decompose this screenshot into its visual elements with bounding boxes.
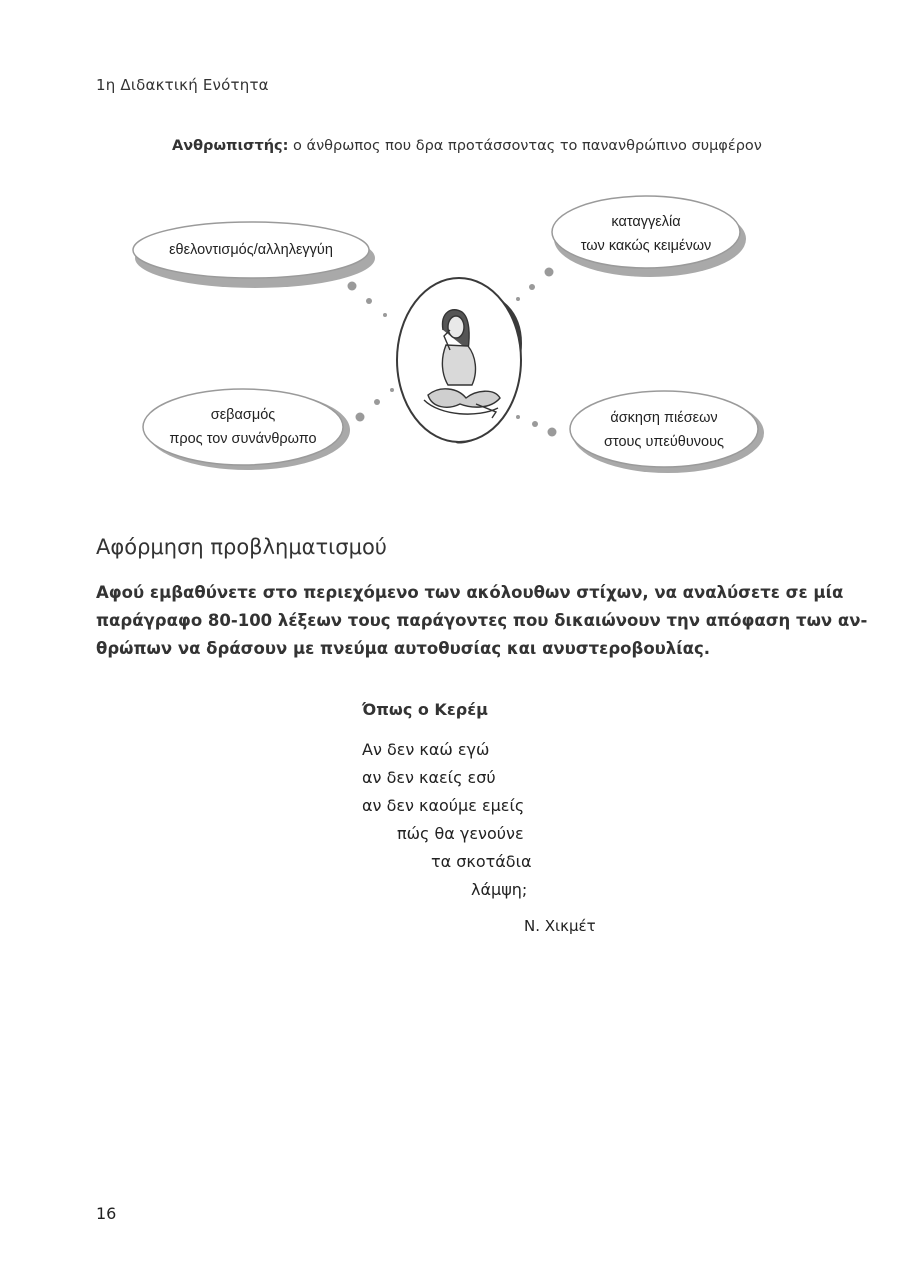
bubble-line: άσκηση πιέσεων	[610, 410, 718, 426]
definition-text: ο άνθρωπος που δρα προτάσσοντας το πανανθρώπινο συμφέρον	[288, 138, 762, 154]
bubble-line: καταγγελία	[611, 214, 681, 230]
bubble-line: στους υπεύθυνους	[603, 434, 725, 450]
instruction-line: παράγραφο 80-100 λέξεων τους παράγοντες που δικαιώνουν την απόφαση των αν-	[96, 611, 868, 630]
bubble-top-left-text	[133, 238, 369, 262]
bubble-bottom-right-text	[570, 406, 758, 454]
poem-line: Αν δεν καώ εγώ	[362, 740, 490, 759]
poem-line: αν δεν καούμε εμείς	[362, 796, 525, 815]
instruction-paragraph	[96, 579, 868, 663]
poem-line: τα σκοτάδια	[431, 852, 532, 871]
definition-term: Ανθρωπιστής:	[172, 138, 289, 154]
poem-title: Όπως ο Κερέμ	[362, 700, 488, 719]
poem-author: Ν. Χικμέτ	[524, 917, 596, 935]
instruction-line: θρώπων να δράσουν με πνεύμα αυτοθυσίας και ανυστεροβουλίας.	[96, 639, 711, 658]
bubble-line: των κακώς κειμένων	[580, 238, 712, 254]
bubble-bottom-left-text	[143, 403, 343, 451]
running-header: 1η Διδακτική Ενότητα	[96, 76, 269, 94]
poem-line: λάμψη;	[471, 880, 528, 899]
central-figure-oval	[397, 278, 521, 442]
section-title: Αφόρμηση προβληματισμού	[96, 535, 387, 559]
bubble-line: προς τον συνάνθρωπο	[169, 431, 317, 447]
bubble-line: σεβασμός	[210, 407, 276, 423]
poem-line: αν δεν καείς εσύ	[362, 768, 496, 787]
bubble-line: εθελοντισμός/αλληλεγγύη	[169, 242, 333, 258]
poem-line: πώς θα γενούνε	[397, 824, 524, 843]
bubble-top-right-text	[552, 210, 740, 258]
page-number: 16	[96, 1204, 117, 1223]
instruction-line: Αφού εμβαθύνετε στο περιεχόμενο των ακόλουθων στίχων, να αναλύσετε σε μία	[96, 583, 844, 602]
